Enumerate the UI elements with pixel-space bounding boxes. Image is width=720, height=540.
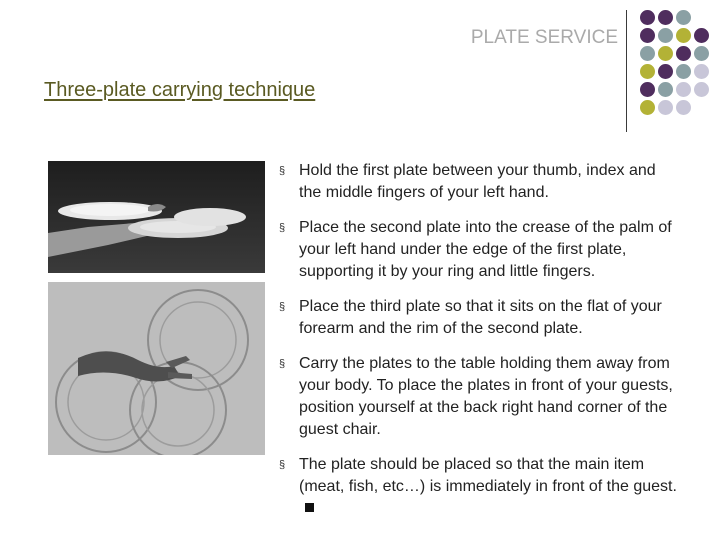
list-item-text: Hold the first plate between your thumb, index and the middle fingers of your left hand. bbox=[299, 162, 656, 201]
decor-dot bbox=[640, 100, 655, 115]
decor-dot bbox=[694, 28, 709, 43]
decor-dot bbox=[676, 100, 691, 115]
list-item bbox=[275, 296, 680, 340]
decor-dot bbox=[676, 64, 691, 79]
list-item bbox=[275, 160, 680, 204]
bullet-marker-icon: § bbox=[279, 165, 286, 177]
list-item-text: Place the third plate so that it sits on the flat of your forearm and the rim of the second plate. bbox=[299, 298, 662, 337]
decor-dot bbox=[658, 28, 673, 43]
decor-dot bbox=[676, 46, 691, 61]
header-divider bbox=[626, 10, 627, 132]
list-item bbox=[275, 353, 680, 441]
list-item bbox=[275, 217, 680, 283]
decor-dot bbox=[676, 28, 691, 43]
decor-dot bbox=[676, 82, 691, 97]
decor-dot bbox=[658, 82, 673, 97]
decor-dot bbox=[640, 64, 655, 79]
decorative-dot-grid bbox=[632, 10, 716, 120]
decor-dot bbox=[694, 46, 709, 61]
list-item-text: Place the second plate into the crease of the palm of your left hand under the edge of the first plate, supporting it by your ring and little fingers. bbox=[299, 219, 672, 280]
list-item-text: Carry the plates to the table holding them away from your body. To place the plates in front of your guests, position yourself at the back right hand corner of the guest chair. bbox=[299, 355, 673, 438]
decor-dot bbox=[694, 82, 709, 97]
decor-dot bbox=[694, 64, 709, 79]
bullet-marker-icon: § bbox=[279, 459, 286, 471]
decor-dot bbox=[676, 10, 691, 25]
decor-dot bbox=[640, 28, 655, 43]
decor-dot bbox=[658, 64, 673, 79]
bullet-marker-icon: § bbox=[279, 222, 286, 234]
decor-dot bbox=[658, 46, 673, 61]
decor-dot bbox=[640, 10, 655, 25]
slide-subtitle: Three-plate carrying technique bbox=[44, 79, 316, 101]
bullet-marker-icon: § bbox=[279, 358, 286, 370]
decor-dot bbox=[658, 100, 673, 115]
plates-in-hand-photo bbox=[48, 161, 265, 273]
list-item bbox=[275, 454, 680, 520]
bullet-marker-icon: § bbox=[279, 301, 286, 313]
decor-dot bbox=[658, 10, 673, 25]
instruction-list bbox=[275, 160, 680, 533]
end-square-icon bbox=[305, 503, 314, 512]
decor-dot bbox=[640, 82, 655, 97]
plate-technique-diagram-photo bbox=[48, 282, 265, 455]
decor-dot bbox=[640, 46, 655, 61]
header-title: PLATE SERVICE bbox=[470, 27, 618, 48]
list-item-text: The plate should be placed so that the main item (meat, fish, etc…) is immediately in front of the guest. bbox=[299, 456, 677, 495]
